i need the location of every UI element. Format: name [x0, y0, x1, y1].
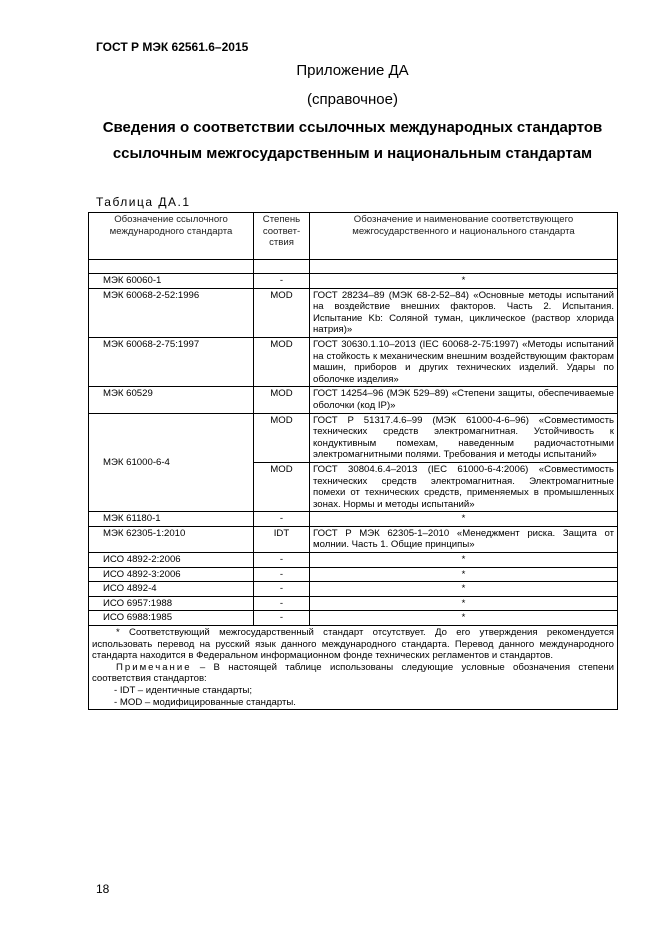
table-row	[89, 553, 618, 568]
note-label: Примечание	[116, 661, 192, 673]
national-standard-cell: ГОСТ 28234–89 (МЭК 68-2-52–84) «Основные методы испытаний на воздействие внешних факторов. Часть 2. Испытания. Испытание Kb: Соляной туман, циклическое (раствор хлорида натрия)»	[310, 288, 618, 337]
correspondence-table	[88, 212, 618, 710]
ref-standard-cell: ИСО 4892-2:2006	[89, 553, 254, 568]
ref-standard-cell: ИСО 4892-4	[89, 582, 254, 597]
note-paragraph	[92, 662, 614, 685]
appendix-heading-line1: Сведения о соответствии ссылочных международных стандартов	[102, 119, 603, 136]
note-item-idt: - IDT – идентичные стандарты;	[114, 685, 253, 696]
degree-cell: MOD	[254, 288, 310, 337]
footnote-text: * Соответствующий межгосударственный стандарт отсутствует. До его утверждения рекомендуется использовать перевод на русский язык данного международного стандарта. Перевод данного международного стандарта находится в Федеральном информационном фонде технических регламентов и стандартов.	[92, 627, 614, 662]
degree-cell: MOD	[254, 413, 310, 462]
national-standard-cell: *	[310, 567, 618, 582]
ref-standard-cell: ИСО 4892-3:2006	[89, 567, 254, 582]
degree-cell: MOD	[254, 462, 310, 511]
table-note-cell	[89, 626, 618, 710]
ref-standard-cell: ИСО 6988:1985	[89, 611, 254, 626]
degree-cell: -	[254, 567, 310, 582]
degree-cell: -	[254, 274, 310, 289]
ref-standard-cell: МЭК 61000-6-4	[89, 413, 254, 512]
national-standard-cell: ГОСТ Р 51317.4.6–99 (МЭК 61000-4-6–96) «Совместимость технических средств электромагнитная. Устойчивость к кондуктивным помехам, наведенным радиочастотными электромагнитными полями. Требования и методы испытаний»	[310, 413, 618, 462]
table-row	[89, 526, 618, 552]
table-row	[89, 611, 618, 626]
table-row	[89, 512, 618, 527]
ref-standard-cell: МЭК 62305-1:2010	[89, 526, 254, 552]
national-standard-cell: *	[310, 582, 618, 597]
degree-cell: IDT	[254, 526, 310, 552]
degree-cell: -	[254, 512, 310, 527]
national-standard-cell: ГОСТ Р МЭК 62305-1–2010 «Менеджмент риска. Защита от молнии. Часть 1. Общие принципы»	[310, 526, 618, 552]
degree-cell: -	[254, 596, 310, 611]
national-standard-cell: *	[310, 274, 618, 289]
table-row	[89, 288, 618, 337]
ref-standard-cell: МЭК 60529	[89, 387, 254, 413]
national-standard-cell: *	[310, 596, 618, 611]
national-standard-cell: ГОСТ 14254–96 (МЭК 529–89) «Степени защиты, обеспечиваемые оболочки (код IP)»	[310, 387, 618, 413]
header-national-standard: Обозначение и наименование соответствующего межгосударственного и национального стандарта	[310, 213, 618, 260]
national-standard-cell: *	[310, 512, 618, 527]
national-standard-cell: ГОСТ 30804.6.4–2013 (IEC 61000-6-4:2006) «Совместимость технических средств электромагнитная. Электромагнитные помехи от технических средств, применяемых в промышленных зонах. Нормы и методы испытаний»	[310, 462, 618, 511]
degree-cell: MOD	[254, 387, 310, 413]
national-standard-cell: *	[310, 611, 618, 626]
table-header-row	[89, 213, 618, 260]
ref-standard-cell: МЭК 60068-2-75:1997	[89, 337, 254, 386]
appendix-reference-label: (справочное)	[307, 91, 398, 108]
table-row	[89, 596, 618, 611]
header-degree: Степень соответ-ствия	[254, 213, 310, 260]
note-text: – В настоящей таблице использованы следующие условные обозначения степени соответствия стандартов:	[92, 661, 614, 685]
table-caption: Таблица ДА.1	[96, 195, 191, 209]
note-item-mod: - MOD – модифицированные стандарты.	[114, 696, 296, 708]
table-row	[89, 387, 618, 413]
national-standard-cell: ГОСТ 30630.1.10–2013 (IEC 60068-2-75:1997) «Методы испытаний на стойкость к механическим внешним воздействующим факторам машин, приборов и других технических изделий. Удары по оболочке изделия»	[310, 337, 618, 386]
degree-cell: MOD	[254, 337, 310, 386]
table-row	[89, 567, 618, 582]
table-note-row	[89, 626, 618, 710]
degree-cell: -	[254, 611, 310, 626]
appendix-title: Приложение ДА	[296, 62, 409, 79]
degree-cell: -	[254, 582, 310, 597]
appendix-heading-line2: ссылочным межгосударственным и национальным стандартам	[112, 145, 593, 162]
ref-standard-cell: МЭК 61180-1	[89, 512, 254, 527]
ref-standard-cell: ИСО 6957:1988	[89, 596, 254, 611]
document-code: ГОСТ Р МЭК 62561.6–2015	[96, 40, 249, 54]
header-spacer-row	[89, 260, 618, 274]
ref-standard-cell: МЭК 60068-2-52:1996	[89, 288, 254, 337]
table-row	[89, 337, 618, 386]
table-row	[89, 413, 618, 462]
ref-standard-cell: МЭК 60060-1	[89, 274, 254, 289]
national-standard-cell: *	[310, 553, 618, 568]
degree-cell: -	[254, 553, 310, 568]
table-row	[89, 582, 618, 597]
table-row	[89, 274, 618, 289]
header-ref-standard: Обозначение ссылочного международного стандарта	[89, 213, 254, 260]
page-number: 18	[96, 882, 110, 896]
